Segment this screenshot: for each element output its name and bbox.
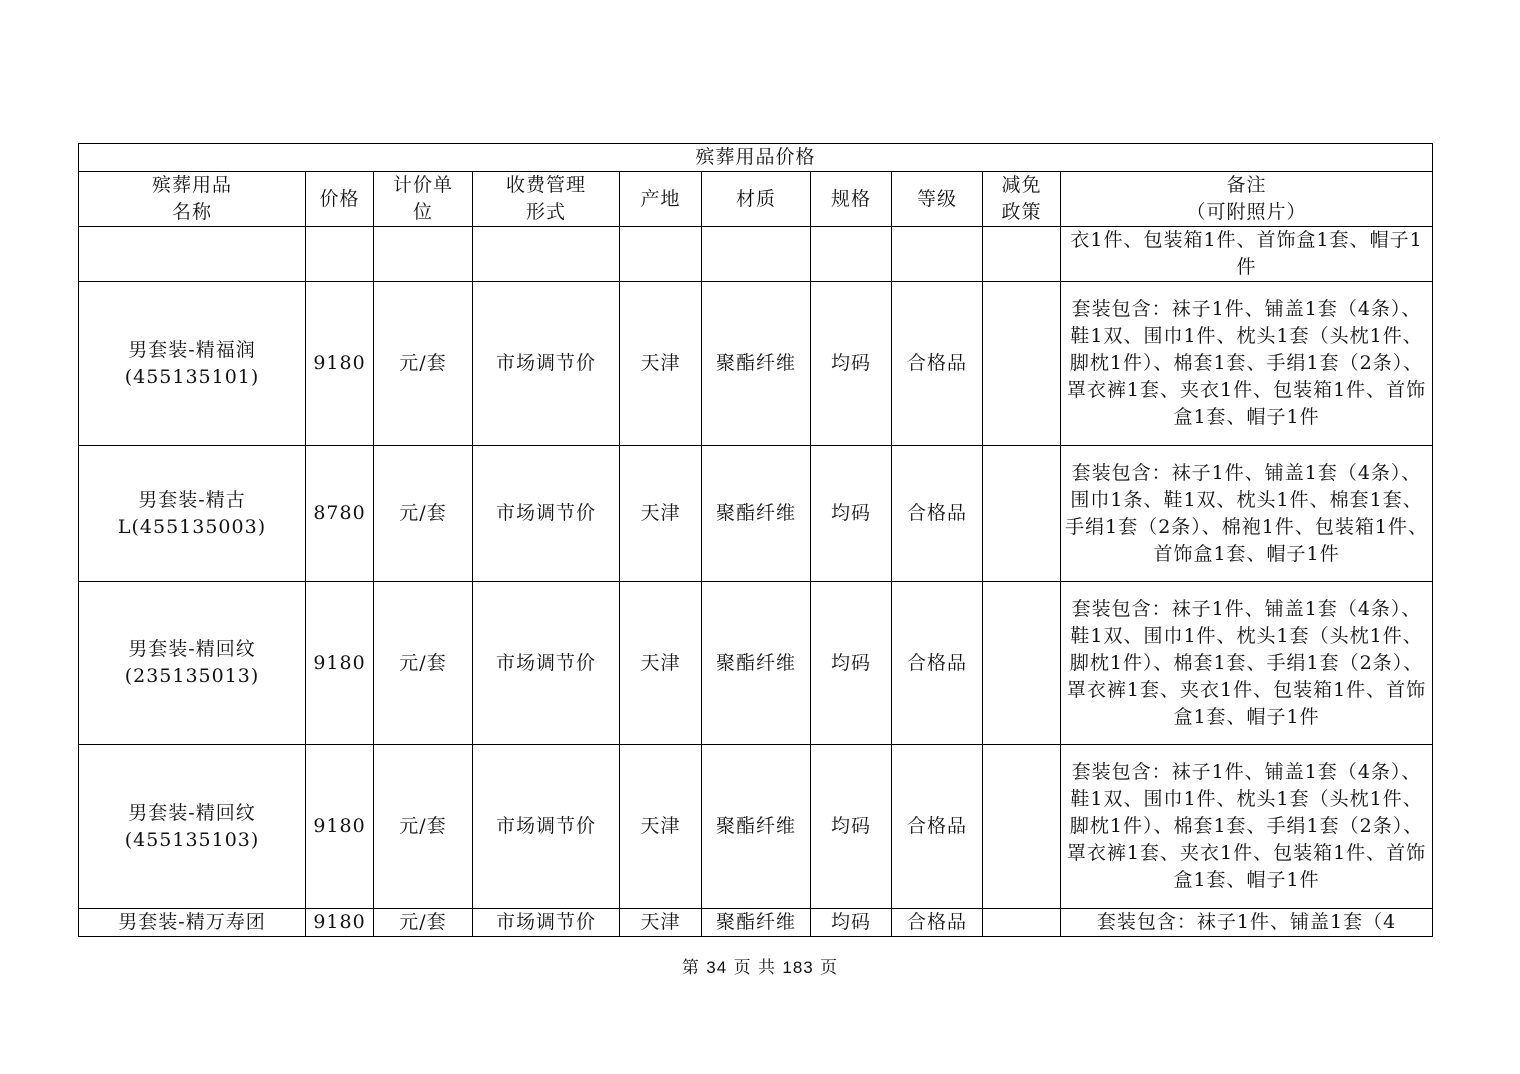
- header-price: 价格: [306, 172, 374, 227]
- mgmt-cell: 市场调节价: [473, 909, 620, 937]
- note-cell: 套装包含：袜子1件、铺盖1套（4: [1061, 909, 1433, 937]
- footer-middle: 页 共: [733, 958, 776, 978]
- header-spec: 规格: [811, 172, 892, 227]
- origin-cell: 天津: [620, 446, 702, 582]
- name-cell: 男套装-精万寿团: [79, 909, 306, 937]
- mgmt-cell: 市场调节价: [473, 745, 620, 909]
- header-origin: 产地: [620, 172, 702, 227]
- price-cell: 9180: [306, 745, 374, 909]
- name-cell: 男套装-精福润 (455135101): [79, 282, 306, 446]
- spec-cell: 均码: [811, 909, 892, 937]
- name-cell: 男套装-精回纹 (235135013): [79, 582, 306, 745]
- price-table: [78, 143, 1433, 937]
- table-row: [79, 909, 1433, 937]
- policy-cell: [983, 909, 1061, 937]
- note-cell: 套装包含：袜子1件、铺盖1套（4条）、鞋1双、围巾1件、枕头1套（头枕1件、脚枕1件）、棉套1套、手绢1套（2条）、罩衣裤1套、夹衣1件、包装箱1件、首饰盒1套、帽子1件: [1061, 745, 1433, 909]
- header-mgmt: 收费管理 形式: [473, 172, 620, 227]
- footer-prefix: 第: [681, 958, 700, 978]
- note-cell: 套装包含：袜子1件、铺盖1套（4条）、鞋1双、围巾1件、枕头1套（头枕1件、脚枕1件）、棉套1套、手绢1套（2条）、罩衣裤1套、夹衣1件、包装箱1件、首饰盒1套、帽子1件: [1061, 582, 1433, 745]
- unit-cell: 元/套: [374, 446, 473, 582]
- origin-cell: 天津: [620, 582, 702, 745]
- header-name: 殡葬用品 名称: [79, 172, 306, 227]
- table-title: 殡葬用品价格: [79, 144, 1433, 172]
- origin-cell: 天津: [620, 909, 702, 937]
- mgmt-cell: 市场调节价: [473, 282, 620, 446]
- policy-cell: [983, 282, 1061, 446]
- spec-cell: 均码: [811, 745, 892, 909]
- mgmt-cell: 市场调节价: [473, 582, 620, 745]
- footer-suffix: 页: [820, 958, 839, 978]
- page-number: 34: [706, 958, 728, 977]
- name-cell: 男套装-精回纹 (455135103): [79, 745, 306, 909]
- table-row: [79, 282, 1433, 446]
- grade-cell: 合格品: [892, 909, 983, 937]
- unit-cell: 元/套: [374, 282, 473, 446]
- name-cell: 男套装-精古 L(455135003): [79, 446, 306, 582]
- spec-cell: 均码: [811, 282, 892, 446]
- mgmt-cell: 市场调节价: [473, 446, 620, 582]
- origin-cell: 天津: [620, 745, 702, 909]
- material-cell: 聚酯纤维: [702, 446, 811, 582]
- header-material: 材质: [702, 172, 811, 227]
- grade-cell: 合格品: [892, 745, 983, 909]
- page-footer: [0, 953, 1520, 978]
- price-cell: 9180: [306, 282, 374, 446]
- material-cell: 聚酯纤维: [702, 909, 811, 937]
- material-cell: 聚酯纤维: [702, 582, 811, 745]
- unit-cell: 元/套: [374, 745, 473, 909]
- policy-cell: [983, 745, 1061, 909]
- table-row: [79, 446, 1433, 582]
- header-policy: 减免 政策: [983, 172, 1061, 227]
- price-cell: 8780: [306, 446, 374, 582]
- table-row: [79, 582, 1433, 745]
- table-row-continuation: [79, 227, 1433, 282]
- price-cell: 9180: [306, 582, 374, 745]
- material-cell: 聚酯纤维: [702, 745, 811, 909]
- spec-cell: 均码: [811, 582, 892, 745]
- origin-cell: 天津: [620, 282, 702, 446]
- grade-cell: 合格品: [892, 282, 983, 446]
- spec-cell: 均码: [811, 446, 892, 582]
- note-cell: 衣1件、包装箱1件、首饰盒1套、帽子1件: [1061, 227, 1433, 282]
- table-row: [79, 745, 1433, 909]
- header-note: 备注 （可附照片）: [1061, 172, 1433, 227]
- note-cell: 套装包含：袜子1件、铺盖1套（4条）、围巾1条、鞋1双、枕头1件、棉套1套、手绢1套（2条）、棉袍1件、包装箱1件、首饰盒1套、帽子1件: [1061, 446, 1433, 582]
- policy-cell: [983, 582, 1061, 745]
- table-title-row: [79, 144, 1433, 172]
- unit-cell: 元/套: [374, 582, 473, 745]
- unit-cell: 元/套: [374, 909, 473, 937]
- header-unit: 计价单 位: [374, 172, 473, 227]
- price-cell: 9180: [306, 909, 374, 937]
- header-row: [79, 172, 1433, 227]
- policy-cell: [983, 446, 1061, 582]
- note-cell: 套装包含：袜子1件、铺盖1套（4条）、鞋1双、围巾1件、枕头1套（头枕1件、脚枕1件）、棉套1套、手绢1套（2条）、罩衣裤1套、夹衣1件、包装箱1件、首饰盒1套、帽子1件: [1061, 282, 1433, 446]
- grade-cell: 合格品: [892, 446, 983, 582]
- header-grade: 等级: [892, 172, 983, 227]
- page-total: 183: [782, 958, 814, 977]
- material-cell: 聚酯纤维: [702, 282, 811, 446]
- grade-cell: 合格品: [892, 582, 983, 745]
